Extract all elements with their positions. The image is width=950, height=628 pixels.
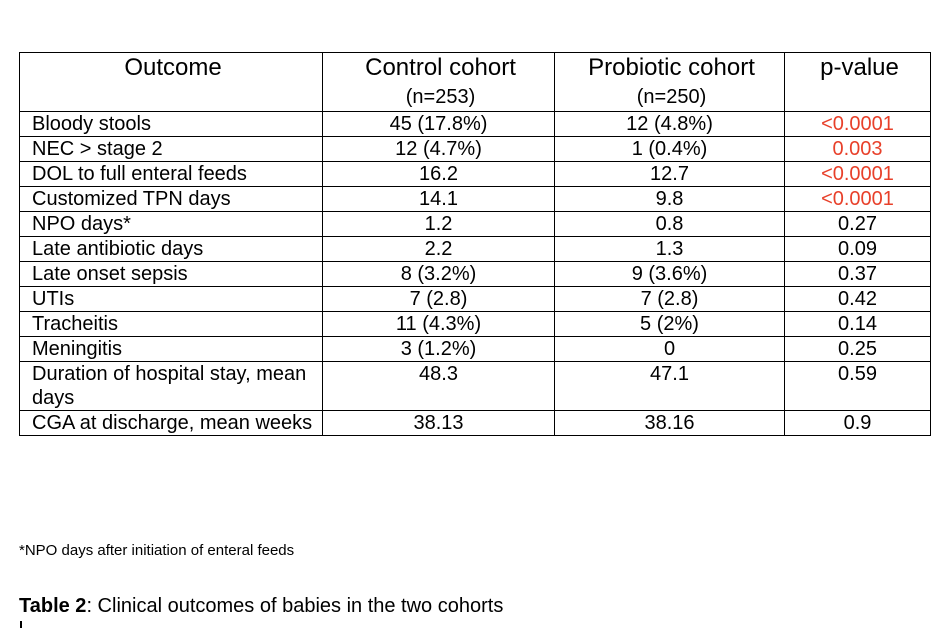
header-outcome-label: Outcome <box>124 54 222 81</box>
control-cell: 1.2 <box>323 212 555 237</box>
outcome-cell: Customized TPN days <box>20 187 323 212</box>
table-row <box>20 287 931 312</box>
table-row <box>20 212 931 237</box>
header-outcome <box>20 53 323 112</box>
table-body <box>20 112 931 436</box>
pvalue-cell: <0.0001 <box>785 112 931 137</box>
control-cell: 45 (17.8%) <box>323 112 555 137</box>
table-row <box>20 262 931 287</box>
probiotic-cell: 7 (2.8) <box>555 287 785 312</box>
header-probiotic-n: (n=250) <box>636 86 707 108</box>
table-row <box>20 112 931 137</box>
table-row <box>20 237 931 262</box>
pvalue-cell: <0.0001 <box>785 162 931 187</box>
probiotic-cell: 47.1 <box>555 362 785 411</box>
header-probiotic-label: Probiotic cohort <box>588 54 755 81</box>
pvalue-cell: 0.25 <box>785 337 931 362</box>
header-control <box>323 53 555 112</box>
header-control-label: Control cohort <box>365 54 516 81</box>
control-cell: 8 (3.2%) <box>323 262 555 287</box>
text-cursor <box>20 621 22 628</box>
probiotic-cell: 5 (2%) <box>555 312 785 337</box>
header-pvalue <box>785 53 931 112</box>
outcome-cell: Meningitis <box>20 337 323 362</box>
outcome-cell: NPO days* <box>20 212 323 237</box>
probiotic-cell: 38.16 <box>555 411 785 436</box>
table-caption <box>19 594 503 618</box>
pvalue-cell: 0.59 <box>785 362 931 411</box>
outcome-cell: NEC > stage 2 <box>20 137 323 162</box>
table-row <box>20 137 931 162</box>
control-cell: 11 (4.3%) <box>323 312 555 337</box>
caption-label: Table 2 <box>19 595 87 617</box>
outcome-cell: UTIs <box>20 287 323 312</box>
pvalue-cell: 0.003 <box>785 137 931 162</box>
control-cell: 2.2 <box>323 237 555 262</box>
outcome-cell: Late antibiotic days <box>20 237 323 262</box>
table-row <box>20 362 931 411</box>
pvalue-cell: 0.9 <box>785 411 931 436</box>
outcome-cell: Tracheitis <box>20 312 323 337</box>
control-cell: 3 (1.2%) <box>323 337 555 362</box>
pvalue-cell: 0.37 <box>785 262 931 287</box>
header-pvalue-label: p-value <box>820 54 899 81</box>
table-row <box>20 162 931 187</box>
pvalue-cell: <0.0001 <box>785 187 931 212</box>
probiotic-cell: 9 (3.6%) <box>555 262 785 287</box>
outcome-cell: DOL to full enteral feeds <box>20 162 323 187</box>
table-row <box>20 312 931 337</box>
control-cell: 7 (2.8) <box>323 287 555 312</box>
table-row <box>20 411 931 436</box>
control-cell: 38.13 <box>323 411 555 436</box>
outcome-cell: Late onset sepsis <box>20 262 323 287</box>
table-row <box>20 187 931 212</box>
pvalue-cell: 0.09 <box>785 237 931 262</box>
control-cell: 14.1 <box>323 187 555 212</box>
probiotic-cell: 9.8 <box>555 187 785 212</box>
table-header <box>20 53 931 112</box>
probiotic-cell: 0.8 <box>555 212 785 237</box>
control-cell: 48.3 <box>323 362 555 411</box>
header-probiotic <box>555 53 785 112</box>
header-control-n: (n=253) <box>405 86 476 108</box>
outcome-cell: Duration of hospital stay, mean days <box>20 362 323 411</box>
pvalue-cell: 0.27 <box>785 212 931 237</box>
header-row <box>20 53 931 112</box>
pvalue-cell: 0.42 <box>785 287 931 312</box>
control-cell: 16.2 <box>323 162 555 187</box>
table-row <box>20 337 931 362</box>
outcome-cell: Bloody stools <box>20 112 323 137</box>
probiotic-cell: 12 (4.8%) <box>555 112 785 137</box>
probiotic-cell: 1.3 <box>555 237 785 262</box>
probiotic-cell: 1 (0.4%) <box>555 137 785 162</box>
table-footnote: *NPO days after initiation of enteral feeds <box>19 542 295 559</box>
outcome-cell: CGA at discharge, mean weeks <box>20 411 323 436</box>
pvalue-cell: 0.14 <box>785 312 931 337</box>
control-cell: 12 (4.7%) <box>323 137 555 162</box>
probiotic-cell: 12.7 <box>555 162 785 187</box>
outcomes-table <box>19 52 931 436</box>
caption-text: : Clinical outcomes of babies in the two cohorts <box>86 595 504 617</box>
probiotic-cell: 0 <box>555 337 785 362</box>
